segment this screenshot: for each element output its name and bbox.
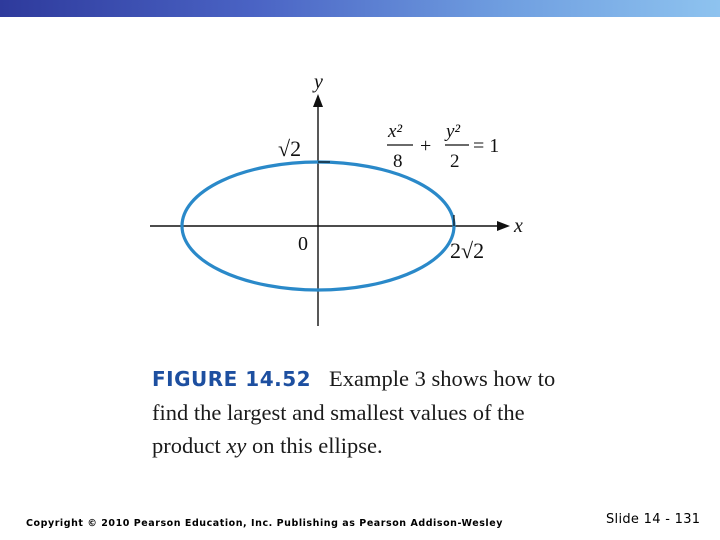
equation-term1-denominator: 8 <box>393 151 403 172</box>
y-intercept-label: √2 <box>278 136 302 161</box>
slide-number: Slide 14 - 131 <box>606 512 701 527</box>
equation-term2-denominator: 2 <box>450 151 460 172</box>
equation-term1-numerator: x² <box>388 121 403 142</box>
equation-plus: + <box>420 135 432 157</box>
caption-text-part1: Example 3 shows how to find the largest and smallest values of the product <box>152 366 556 458</box>
y-axis-label: y <box>314 71 323 93</box>
x-axis-arrow <box>497 221 510 231</box>
y-axis-arrow <box>313 94 323 107</box>
equation-equals-one: = 1 <box>473 135 500 157</box>
figure-caption <box>152 362 592 462</box>
copyright-footer: Copyright © 2010 Pearson Education, Inc. Publishing as Pearson Addison-Wesley <box>26 518 503 529</box>
figure-label: FIGURE 14.52 <box>152 367 312 391</box>
x-axis-label: x <box>514 215 523 237</box>
origin-label: 0 <box>298 233 308 255</box>
ellipse-equation <box>387 121 499 172</box>
caption-variable: xy <box>226 433 247 458</box>
equation-term2-numerator: y² <box>446 121 461 142</box>
caption-text-part2: on this ellipse. <box>251 433 383 458</box>
x-intercept-label: 2√2 <box>450 238 485 263</box>
